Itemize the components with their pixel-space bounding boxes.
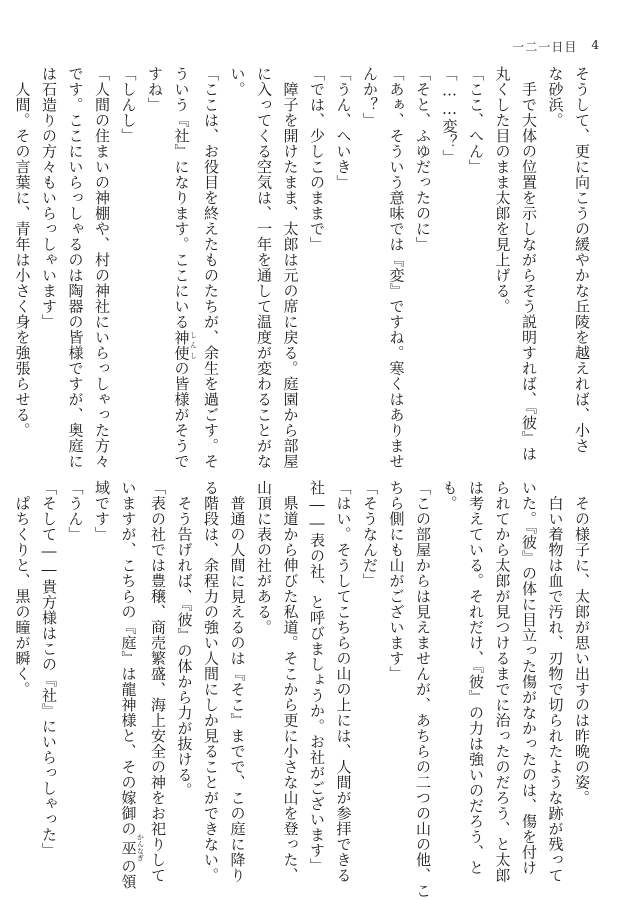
text-line: 「うん、へいき」 xyxy=(334,66,353,190)
text-line: 「この部屋からは見えませんが、あちらの二つの山の他、こ xyxy=(414,480,432,899)
page-header xyxy=(512,38,600,55)
text-line: 手で大体の位置を示しながらそう説明すれば、『彼』は xyxy=(520,66,538,462)
text-line: 県道から伸びた私道。そこから更に小さな山を登った、 xyxy=(281,480,300,883)
text-line: ちら側にも山がございます」 xyxy=(387,480,406,682)
ruby-base: 巫 xyxy=(119,833,138,862)
text-line: る階段は、余程力の強い人間にしか見ることができない。 xyxy=(202,480,220,883)
text-line: 「うん」 xyxy=(66,480,85,542)
text-line: 域です」 xyxy=(93,480,111,542)
text-line: に入ってくる空気は、一年を通して温度が変わることがな xyxy=(255,66,273,469)
text-segment: いますが、こちらの『庭』は龍神様と、その嫁御の xyxy=(119,480,138,837)
text-line: 「あぁ、そういう意味では『変』ですね。寒くはありませ xyxy=(387,66,406,469)
text-line: 普通の人間に見えるのは『そこ』までで、この庭に降り xyxy=(228,480,247,883)
text-block-top xyxy=(9,66,595,469)
text-line: 社――表の社、と呼びましょうか。お社がございます」 xyxy=(308,480,326,874)
text-line: ぱちくりと、黒の瞳が瞬く。 xyxy=(13,480,32,697)
text-segment: の皆様がそうで xyxy=(172,360,191,469)
text-line: 「そして――貴方様はこの『社』にいらっしゃった」 xyxy=(40,480,58,858)
text-line: 「表の社では豊穣、商売繁盛、海上安全の神をお祀りして xyxy=(149,480,167,883)
text-line: 「そと、ふゆだったのに」 xyxy=(414,66,432,252)
text-line xyxy=(168,66,198,469)
text-line: は石造りの方々もいらっしゃいます」 xyxy=(40,66,58,330)
chapter-title: 一二一日目 xyxy=(512,40,578,54)
text-line: いた。『彼』の体に目立った傷がなかったのは、傷を付け xyxy=(520,480,538,876)
text-line: られてから太郎が見つけるまでに治ったのだろう、と太郎 xyxy=(493,480,512,883)
text-line: い。 xyxy=(228,66,247,97)
text-line xyxy=(115,480,145,890)
text-line: 「ここは、お役目を終えたものたちが、余生を過ごす。そ xyxy=(202,66,220,469)
text-line: 「ここ、へん」 xyxy=(467,66,485,175)
text-line: です。ここにいらっしゃるのは陶器の皆様ですが、奥庭に xyxy=(66,66,85,469)
text-line: すね」 xyxy=(146,66,164,113)
page-number: 4 xyxy=(591,38,600,52)
ruby-annotation xyxy=(172,329,198,361)
text-block-bottom xyxy=(9,480,595,899)
text-line: そうして、更に向こうの緩やかな丘陵を越えれば、小さ xyxy=(573,66,591,454)
text-line: 「しんし」 xyxy=(119,66,138,144)
text-line: そう告げれば、『彼』の体から力が抜ける。 xyxy=(175,480,194,798)
text-line: 人間。その言葉に、青年は小さく身を強張らせる。 xyxy=(13,66,32,438)
text-line: も。 xyxy=(440,480,459,511)
ruby-reading: しんし xyxy=(189,329,198,361)
text-line: 「そうなんだ」 xyxy=(361,480,379,589)
text-line: は考えている。それだけ、『彼』の力は強いのだろう、と xyxy=(467,480,485,876)
text-line: な砂浜。 xyxy=(546,66,565,128)
text-line: 「……変？」 xyxy=(440,66,459,165)
text-line: 障子を開けたまま、太郎は元の席に戻る。庭園から部屋 xyxy=(281,66,300,469)
text-segment: の領 xyxy=(119,858,138,890)
text-line: その様子に、太郎が思い出すのは昨晩の姿。 xyxy=(573,480,591,806)
text-line: 「では、少しこのままで」 xyxy=(308,66,326,252)
text-line: んか？」 xyxy=(361,66,379,128)
text-line: 丸くした目のまま太郎を見上げる。 xyxy=(493,66,512,314)
ruby-annotation xyxy=(119,833,145,862)
text-line: 「人間の住まいの神棚や、村の神社にいらっしゃった方々 xyxy=(93,66,111,469)
ruby-base: 神使 xyxy=(172,329,191,361)
text-segment: ういう『社』になります。ここにいる xyxy=(172,66,191,330)
ruby-reading: かんなぎ xyxy=(136,833,145,862)
text-line: 「はい。そうしてこちらの山の上には、人間が参拝できる xyxy=(334,480,353,883)
text-line: 白い着物は血で汚れ、刃物で切られたような跡が残って xyxy=(546,480,565,883)
text-line: 山頂に表の社がある。 xyxy=(255,480,273,635)
